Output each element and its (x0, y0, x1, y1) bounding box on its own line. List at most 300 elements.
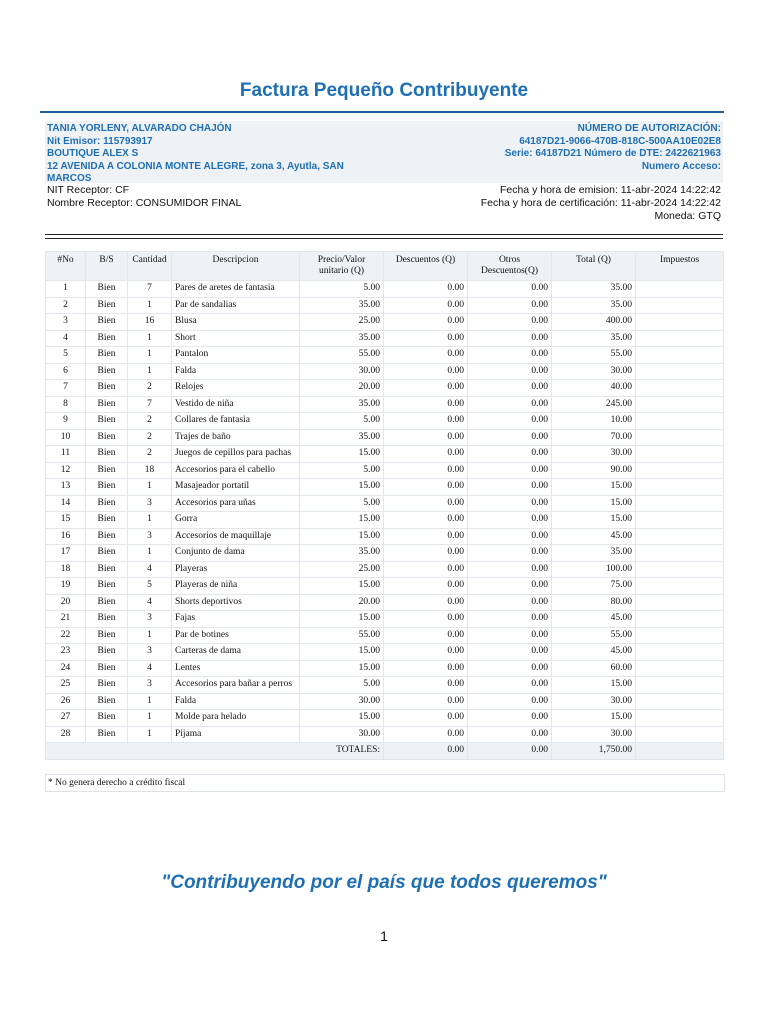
table-cell: 0.00 (468, 677, 552, 694)
table-cell: Falda (172, 363, 300, 380)
table-row (46, 429, 724, 446)
table-cell: 3 (128, 528, 172, 545)
table-cell: 0.00 (468, 330, 552, 347)
table-row (46, 330, 724, 347)
table-cell: Shorts deportivos (172, 594, 300, 611)
table-body (46, 281, 724, 760)
items-table (45, 251, 724, 760)
authorization-label: NÚMERO DE AUTORIZACIÓN: (577, 123, 721, 134)
emitter-business: BOUTIQUE ALEX S (47, 148, 139, 159)
table-cell: 5.00 (300, 495, 384, 512)
table-cell: Relojes (172, 380, 300, 397)
table-cell: 15.00 (300, 611, 384, 628)
table-cell: 0.00 (468, 380, 552, 397)
table-cell: 4 (128, 594, 172, 611)
column-header: B/S (86, 252, 128, 281)
table-row (46, 479, 724, 496)
emitter-nit: Nit Emisor: 115793917 (47, 135, 153, 147)
table-cell: 25.00 (300, 561, 384, 578)
table-cell: 0.00 (468, 347, 552, 364)
table-row (46, 561, 724, 578)
table-cell: Bien (86, 363, 128, 380)
table-cell: 45.00 (552, 644, 636, 661)
table-cell: Bien (86, 479, 128, 496)
table-row (46, 297, 724, 314)
table-cell: 1 (128, 330, 172, 347)
table-cell: Accesorios de maquillaje (172, 528, 300, 545)
receptor-info (47, 184, 241, 210)
receptor-nit: NIT Receptor: CF (47, 184, 130, 196)
table-cell: 0.00 (384, 710, 468, 727)
table-cell: 0.00 (468, 726, 552, 743)
fiscal-note: * No genera derecho a crédito fiscal (45, 774, 725, 792)
table-cell: 400.00 (552, 314, 636, 331)
table-row (46, 528, 724, 545)
table-cell: 40.00 (552, 380, 636, 397)
table-cell: 6 (46, 363, 86, 380)
table-cell: Molde para helado (172, 710, 300, 727)
table-cell (636, 462, 724, 479)
table-row (46, 660, 724, 677)
table-cell: 1 (128, 363, 172, 380)
table-cell: 0.00 (384, 677, 468, 694)
table-cell: 55.00 (300, 627, 384, 644)
table-cell: 30.00 (300, 363, 384, 380)
table-cell: 1 (128, 479, 172, 496)
table-cell: 23 (46, 644, 86, 661)
column-header: Descuentos (Q) (384, 252, 468, 281)
table-cell: 55.00 (552, 627, 636, 644)
table-cell: Gorra (172, 512, 300, 529)
table-cell (636, 561, 724, 578)
table-cell: 0.00 (384, 660, 468, 677)
table-cell: Blusa (172, 314, 300, 331)
table-cell: 30.00 (552, 726, 636, 743)
table-cell: 1 (128, 693, 172, 710)
table-cell: 35.00 (300, 330, 384, 347)
table-cell: 35.00 (300, 545, 384, 562)
table-cell: 80.00 (552, 594, 636, 611)
table-cell: 30.00 (300, 726, 384, 743)
table-cell: 0.00 (384, 347, 468, 364)
table-cell: Bien (86, 578, 128, 595)
table-cell: 5 (46, 347, 86, 364)
table-cell: 0.00 (384, 644, 468, 661)
table-cell: 245.00 (552, 396, 636, 413)
table-cell: 15.00 (552, 512, 636, 529)
table-cell: 0.00 (468, 594, 552, 611)
table-cell: 2 (128, 413, 172, 430)
table-cell: 5.00 (300, 413, 384, 430)
table-cell: 0.00 (384, 561, 468, 578)
table-cell: 26 (46, 693, 86, 710)
table-header-row (46, 252, 724, 281)
table-cell (636, 578, 724, 595)
table-cell: Short (172, 330, 300, 347)
table-cell: 30.00 (552, 693, 636, 710)
table-cell: Juegos de cepillos para pachas (172, 446, 300, 463)
table-cell (636, 446, 724, 463)
table-cell: 28 (46, 726, 86, 743)
table-row (46, 726, 724, 743)
table-cell: 3 (46, 314, 86, 331)
table-cell (636, 710, 724, 727)
table-cell: Collares de fantasia (172, 413, 300, 430)
table-cell: Bien (86, 462, 128, 479)
table-cell: 0.00 (384, 446, 468, 463)
table-cell: Accesorios para bañar a perros (172, 677, 300, 694)
table-cell: 0.00 (468, 512, 552, 529)
table-cell: 0.00 (468, 627, 552, 644)
table-cell: 0.00 (384, 330, 468, 347)
table-row (46, 462, 724, 479)
table-cell: 0.00 (468, 429, 552, 446)
table-cell: 1 (128, 545, 172, 562)
table-cell: 0.00 (384, 380, 468, 397)
table-cell: Bien (86, 561, 128, 578)
table-row (46, 512, 724, 529)
table-row (46, 495, 724, 512)
table-row (46, 627, 724, 644)
table-cell: 35.00 (300, 429, 384, 446)
table-cell: Bien (86, 710, 128, 727)
table-cell (636, 330, 724, 347)
certification-date: Fecha y hora de certificación: 11-abr-2024 14:22:42 (480, 197, 721, 209)
emitter-info (47, 123, 377, 186)
table-cell: 11 (46, 446, 86, 463)
column-header: #No (46, 252, 86, 281)
table-cell: 0.00 (468, 446, 552, 463)
table-cell: 90.00 (552, 462, 636, 479)
totals-row (46, 743, 724, 760)
table-cell: 0.00 (384, 594, 468, 611)
table-cell: Masajeador portatil (172, 479, 300, 496)
table-cell: 15.00 (300, 578, 384, 595)
table-cell: 4 (128, 660, 172, 677)
table-cell: 14 (46, 495, 86, 512)
table-cell: 0.00 (468, 363, 552, 380)
table-cell: 21 (46, 611, 86, 628)
table-cell (636, 660, 724, 677)
table-cell: 35.00 (552, 545, 636, 562)
table-cell: 45.00 (552, 528, 636, 545)
table-cell: 18 (46, 561, 86, 578)
table-cell: 0.00 (384, 413, 468, 430)
dates-info (481, 184, 721, 223)
table-cell: 24 (46, 660, 86, 677)
emitter-address: 12 AVENIDA A COLONIA MONTE ALEGRE, zona 3, Ayutla, SAN MARCOS (47, 160, 344, 184)
column-header: Cantidad (128, 252, 172, 281)
table-cell: Fajas (172, 611, 300, 628)
table-cell: 60.00 (552, 660, 636, 677)
table-cell: 5.00 (300, 677, 384, 694)
table-cell: Bien (86, 495, 128, 512)
table-cell: Conjunto de dama (172, 545, 300, 562)
table-cell: 35.00 (300, 396, 384, 413)
currency: Moneda: GTQ (654, 210, 721, 222)
table-cell: Bien (86, 413, 128, 430)
table-cell: 0.00 (384, 578, 468, 595)
table-cell: 1 (128, 297, 172, 314)
table-cell: 0.00 (468, 396, 552, 413)
totals-descuentos: 0.00 (384, 743, 468, 760)
table-cell: 0.00 (468, 495, 552, 512)
table-cell (636, 281, 724, 298)
table-cell: 45.00 (552, 611, 636, 628)
table-cell: 0.00 (468, 611, 552, 628)
table-cell: 22 (46, 627, 86, 644)
table-cell: 0.00 (468, 479, 552, 496)
table-cell: 0.00 (384, 314, 468, 331)
table-cell: 0.00 (384, 363, 468, 380)
table-cell: 35.00 (552, 297, 636, 314)
table-cell: 2 (128, 380, 172, 397)
table-cell: 15.00 (300, 512, 384, 529)
table-cell: Bien (86, 545, 128, 562)
table-cell (636, 314, 724, 331)
table-cell: 1 (46, 281, 86, 298)
table-cell: Pares de aretes de fantasia (172, 281, 300, 298)
table-cell: Vestido de niña (172, 396, 300, 413)
table-row (46, 578, 724, 595)
table-cell: 15.00 (300, 528, 384, 545)
table-cell: 0.00 (468, 693, 552, 710)
table-cell: Par de sandalias (172, 297, 300, 314)
table-cell: 17 (46, 545, 86, 562)
table-cell: 30.00 (300, 693, 384, 710)
table-cell (636, 644, 724, 661)
table-cell: 0.00 (468, 561, 552, 578)
table-cell: 16 (46, 528, 86, 545)
table-cell (636, 413, 724, 430)
table-cell: 15.00 (552, 479, 636, 496)
table-cell: 0.00 (384, 726, 468, 743)
table-row (46, 363, 724, 380)
table-cell: Bien (86, 281, 128, 298)
table-cell: 0.00 (468, 314, 552, 331)
table-row (46, 396, 724, 413)
table-cell: 4 (128, 561, 172, 578)
table-cell: 0.00 (384, 297, 468, 314)
table-cell: 0.00 (384, 627, 468, 644)
table-cell: 0.00 (468, 413, 552, 430)
table-cell: 25 (46, 677, 86, 694)
table-cell: Bien (86, 660, 128, 677)
table-row (46, 677, 724, 694)
table-cell: 15 (46, 512, 86, 529)
slogan: "Contribuyendo por el país que todos queremos" (161, 872, 607, 893)
table-cell: 15.00 (300, 644, 384, 661)
table-cell: Bien (86, 528, 128, 545)
table-cell: 10 (46, 429, 86, 446)
table-cell (636, 611, 724, 628)
table-cell: 0.00 (384, 693, 468, 710)
table-cell: Bien (86, 693, 128, 710)
table-cell (636, 512, 724, 529)
table-cell: Pijama (172, 726, 300, 743)
table-cell (636, 528, 724, 545)
table-cell: Bien (86, 314, 128, 331)
table-cell: Falda (172, 693, 300, 710)
table-cell: 0.00 (468, 660, 552, 677)
table-cell: 70.00 (552, 429, 636, 446)
table-cell: 3 (128, 677, 172, 694)
table-cell (636, 726, 724, 743)
totals-total: 1,750.00 (552, 743, 636, 760)
table-cell (636, 627, 724, 644)
table-cell: 5 (128, 578, 172, 595)
table-cell: Pantalon (172, 347, 300, 364)
emission-date: Fecha y hora de emision: 11-abr-2024 14:22:42 (499, 184, 721, 196)
table-cell: 0.00 (384, 545, 468, 562)
table-cell: 35.00 (300, 297, 384, 314)
column-header: Impuestos (636, 252, 724, 281)
table-cell: Playeras (172, 561, 300, 578)
table-row (46, 380, 724, 397)
authorization-number: 64187D21-9066-470B-818C-500AA10E02E8 (519, 135, 721, 147)
table-cell: 15.00 (552, 495, 636, 512)
table-cell: 0.00 (468, 644, 552, 661)
table-cell: 15.00 (300, 479, 384, 496)
table-cell: 20.00 (300, 594, 384, 611)
table-cell: 8 (46, 396, 86, 413)
table-cell: 7 (46, 380, 86, 397)
emitter-section (45, 121, 723, 183)
table-cell (636, 545, 724, 562)
column-header: Total (Q) (552, 252, 636, 281)
table-cell: 0.00 (468, 528, 552, 545)
table-cell (636, 363, 724, 380)
table-cell: 5.00 (300, 462, 384, 479)
column-header: Descripcion (172, 252, 300, 281)
table-cell (636, 347, 724, 364)
table-row (46, 446, 724, 463)
table-cell: 75.00 (552, 578, 636, 595)
table-row (46, 710, 724, 727)
table-cell: 9 (46, 413, 86, 430)
table-cell: Bien (86, 330, 128, 347)
table-cell (636, 479, 724, 496)
table-cell: 15.00 (300, 710, 384, 727)
table-cell: 0.00 (384, 429, 468, 446)
table-cell (636, 396, 724, 413)
table-cell: 18 (128, 462, 172, 479)
table-cell: 0.00 (384, 528, 468, 545)
table-row (46, 413, 724, 430)
emitter-name: TANIA YORLENY, ALVARADO CHAJÓN (47, 123, 232, 134)
table-cell: 13 (46, 479, 86, 496)
table-cell: 7 (128, 396, 172, 413)
table-cell: 55.00 (300, 347, 384, 364)
totals-label: TOTALES: (46, 743, 384, 760)
table-cell: 20.00 (300, 380, 384, 397)
table-cell: 30.00 (552, 446, 636, 463)
table-cell: 3 (128, 611, 172, 628)
table-cell (636, 495, 724, 512)
table-cell: 10.00 (552, 413, 636, 430)
table-cell: 0.00 (468, 578, 552, 595)
table-cell: 0.00 (468, 545, 552, 562)
invoice-title: Factura Pequeño Contribuyente (239, 80, 529, 101)
table-cell: 0.00 (468, 462, 552, 479)
table-cell: 0.00 (468, 281, 552, 298)
table-cell: 19 (46, 578, 86, 595)
table-cell: 0.00 (468, 710, 552, 727)
table-cell: Bien (86, 297, 128, 314)
table-cell: Playeras de niña (172, 578, 300, 595)
totals-otros: 0.00 (468, 743, 552, 760)
table-row (46, 314, 724, 331)
table-cell: 1 (128, 710, 172, 727)
table-cell: Accesorios para el cabello (172, 462, 300, 479)
table-cell: Bien (86, 594, 128, 611)
table-cell: 1 (128, 627, 172, 644)
table-row (46, 545, 724, 562)
totals-impuestos (636, 743, 724, 760)
authorization-access: Numero Acceso: (641, 160, 721, 172)
table-cell: 0.00 (384, 462, 468, 479)
table-cell: Bien (86, 677, 128, 694)
column-header: Otros Descuentos(Q) (468, 252, 552, 281)
table-cell (636, 594, 724, 611)
table-cell: 0.00 (468, 297, 552, 314)
table-cell: 1 (128, 347, 172, 364)
table-cell: 2 (128, 446, 172, 463)
table-cell: 7 (128, 281, 172, 298)
table-cell: Bien (86, 627, 128, 644)
receptor-name: Nombre Receptor: CONSUMIDOR FINAL (47, 197, 242, 209)
table-row (46, 693, 724, 710)
table-cell: 1 (128, 512, 172, 529)
table-row (46, 644, 724, 661)
table-cell: 2 (128, 429, 172, 446)
table-cell: 2 (46, 297, 86, 314)
table-row (46, 611, 724, 628)
table-cell: 0.00 (384, 396, 468, 413)
table-cell: 35.00 (552, 281, 636, 298)
table-cell: 15.00 (300, 446, 384, 463)
table-cell: 15.00 (300, 660, 384, 677)
table-cell: Bien (86, 380, 128, 397)
table-cell (636, 693, 724, 710)
table-row (46, 594, 724, 611)
table-cell (636, 380, 724, 397)
table-cell: 100.00 (552, 561, 636, 578)
table-row (46, 347, 724, 364)
authorization-serie: Serie: 64187D21 Número de DTE: 2422621963 (504, 148, 721, 159)
table-row (46, 281, 724, 298)
table-cell: 4 (46, 330, 86, 347)
table-cell: Bien (86, 347, 128, 364)
table-cell: 0.00 (384, 512, 468, 529)
table-cell: Bien (86, 512, 128, 529)
table-cell: Lentes (172, 660, 300, 677)
table-cell: Bien (86, 611, 128, 628)
table-cell: 3 (128, 495, 172, 512)
table-cell (636, 677, 724, 694)
table-cell: Par de botines (172, 627, 300, 644)
table-cell: 1 (128, 726, 172, 743)
authorization-info (391, 123, 721, 173)
table-cell: Trajes de baño (172, 429, 300, 446)
table-cell: 0.00 (384, 479, 468, 496)
table-cell: 27 (46, 710, 86, 727)
table-cell (636, 429, 724, 446)
table-cell: Bien (86, 644, 128, 661)
title-divider (40, 111, 724, 113)
table-cell: Accesorios para uñas (172, 495, 300, 512)
table-cell: 25.00 (300, 314, 384, 331)
